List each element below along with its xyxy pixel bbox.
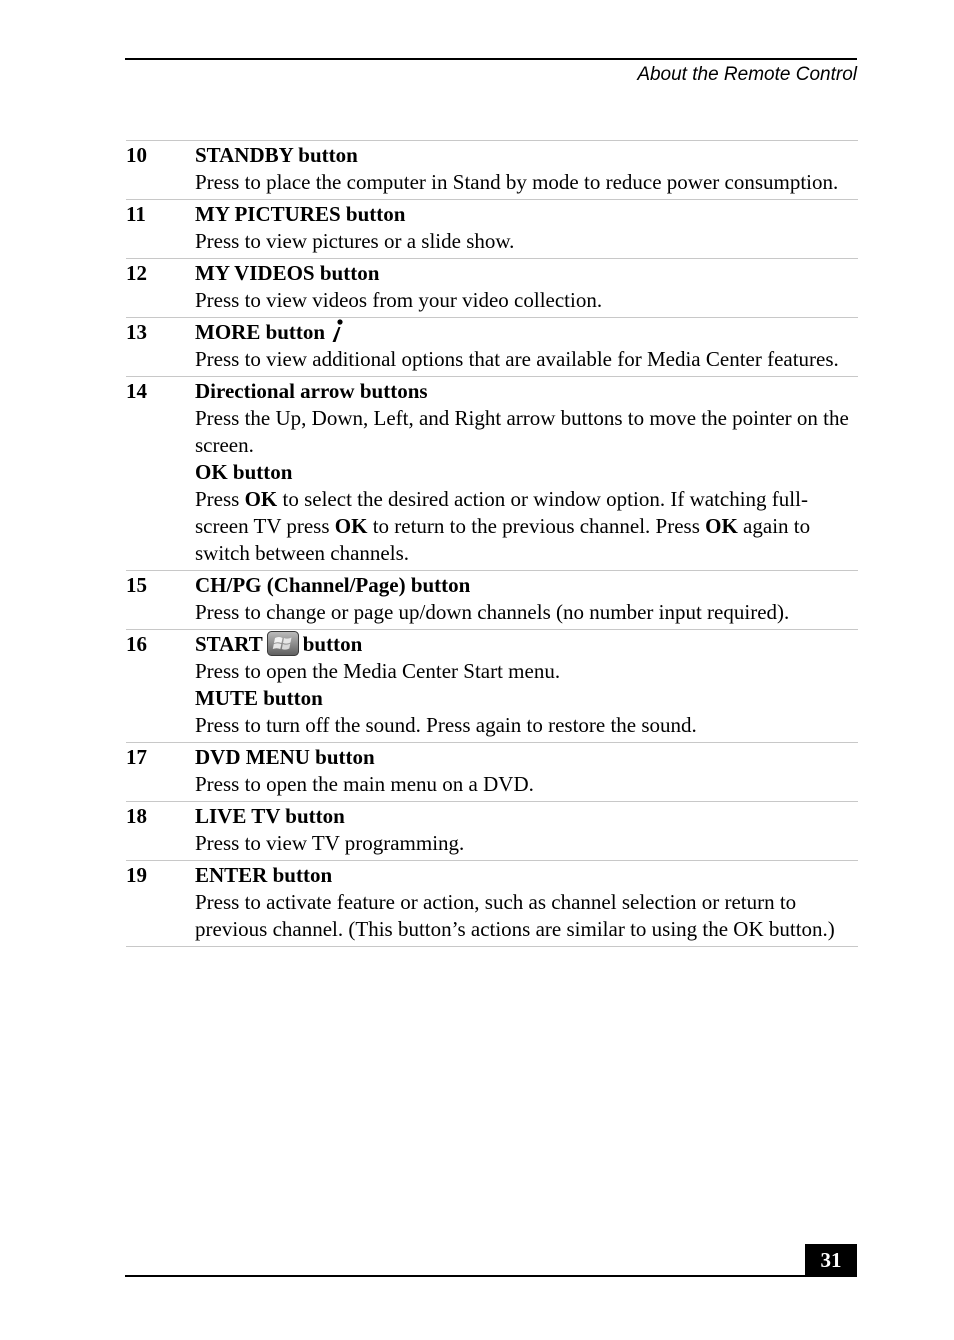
ok-keyword: OK: [334, 514, 368, 538]
item-content: [195, 631, 858, 739]
text-run: to return to the previous channel. Press: [367, 514, 706, 538]
page-number: 31: [805, 1244, 857, 1276]
item-content: [195, 260, 858, 314]
button-table: [126, 140, 858, 947]
text-run: Press: [195, 487, 245, 511]
item-number: 13: [126, 320, 147, 344]
table-row: [126, 200, 858, 259]
header-rule: [125, 58, 857, 60]
item-content: [195, 319, 858, 373]
item-content: [195, 201, 858, 255]
item-number: 14: [126, 379, 147, 403]
item-number: 12: [126, 261, 147, 285]
item-description: Press the Up, Down, Left, and Right arrow buttons to move the pointer on the screen.: [195, 406, 849, 457]
more-info-icon: [329, 319, 343, 343]
item-number: 11: [126, 202, 146, 226]
item-title: MY PICTURES button: [195, 202, 406, 226]
table-row: [126, 802, 858, 861]
windows-start-icon: [267, 631, 299, 656]
item-number: 17: [126, 745, 147, 769]
item-title: DVD MENU button: [195, 745, 375, 769]
item-description: Press to open the main menu on a DVD.: [195, 772, 534, 796]
table-row: [126, 259, 858, 318]
item-description: Press to activate feature or action, such as channel selection or return to previous channel. (This button’s actions are similar to using the OK button.): [195, 890, 835, 941]
item-title-start: START: [195, 632, 263, 656]
item-title: MORE button: [195, 320, 326, 344]
item-description: Press to view TV programming.: [195, 831, 465, 855]
footer-rule: [125, 1275, 857, 1277]
ok-keyword: OK: [705, 514, 738, 538]
item-title: MY VIDEOS button: [195, 261, 380, 285]
item-number: 15: [126, 573, 147, 597]
item-title-button: button: [302, 632, 363, 656]
item-title-line: [195, 631, 858, 658]
item-subtitle: MUTE button: [195, 686, 323, 710]
item-number: 18: [126, 804, 147, 828]
item-content: [195, 744, 858, 798]
item-content: [195, 803, 858, 857]
item-number: 10: [126, 143, 147, 167]
table-row: [126, 141, 858, 200]
item-title: CH/PG (Channel/Page) button: [195, 573, 471, 597]
item-number: 19: [126, 863, 147, 887]
item-description: Press to view pictures or a slide show.: [195, 229, 515, 253]
item-title: STANDBY button: [195, 143, 358, 167]
item-content: [195, 142, 858, 196]
item-description: Press to change or page up/down channels (no number input required).: [195, 600, 790, 624]
item-subdescription: Press to turn off the sound. Press again to restore the sound.: [195, 713, 697, 737]
table-row: [126, 630, 858, 743]
item-title: ENTER button: [195, 863, 333, 887]
item-subdescription: [195, 486, 858, 567]
item-content: [195, 572, 858, 626]
item-subtitle: OK button: [195, 460, 293, 484]
item-description: Press to view additional options that are available for Media Center features.: [195, 347, 839, 371]
table-row: [126, 861, 858, 947]
table-row: [126, 318, 858, 377]
table-row: [126, 377, 858, 571]
item-title: Directional arrow buttons: [195, 379, 428, 403]
text-run: to select the desired action or window option. If watching full-screen TV press: [195, 487, 808, 538]
item-content: [195, 378, 858, 567]
item-content: [195, 862, 858, 943]
item-number: 16: [126, 632, 147, 656]
running-header: About the Remote Control: [637, 64, 857, 85]
item-description: Press to view videos from your video collection.: [195, 288, 603, 312]
text-run: again to switch between channels.: [195, 514, 811, 565]
table-row: [126, 571, 858, 630]
item-description: Press to place the computer in Stand by mode to reduce power consumption.: [195, 170, 839, 194]
ok-keyword: OK: [244, 487, 278, 511]
item-description: Press to open the Media Center Start menu.: [195, 659, 561, 683]
table-row: [126, 743, 858, 802]
item-title-line: [195, 319, 858, 346]
item-title: LIVE TV button: [195, 804, 345, 828]
